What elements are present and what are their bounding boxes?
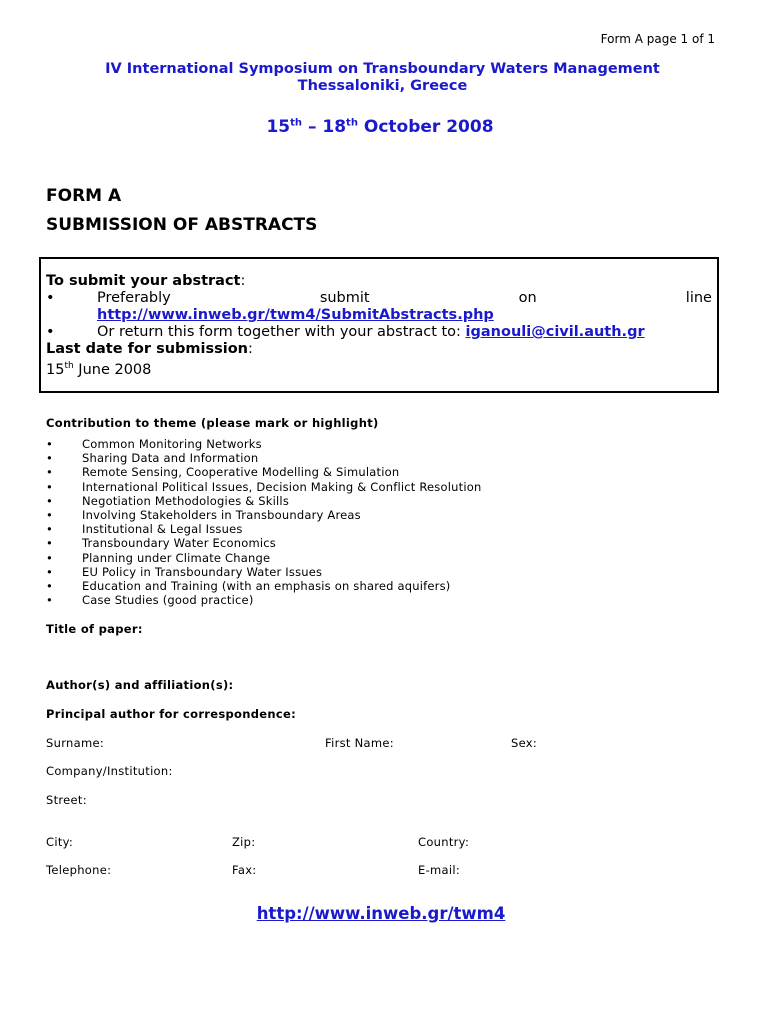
fax-label: Fax: <box>232 863 257 877</box>
zip-label: Zip: <box>232 835 256 849</box>
theme-item[interactable]: • Negotiation Methodologies & Skills <box>46 494 481 508</box>
bullet-online-text <box>97 290 712 307</box>
sex-label: Sex: <box>511 736 538 750</box>
submit-heading: To submit your abstract <box>46 273 241 289</box>
conference-dates <box>0 117 760 137</box>
theme-label: Contribution to theme (please mark or highlight) <box>46 416 379 430</box>
submission-instructions-box <box>39 257 719 393</box>
deadline-rest: June 2008 <box>73 361 152 378</box>
theme-item[interactable]: • Planning under Climate Change <box>46 551 481 565</box>
company-label: Company/Institution: <box>46 764 173 778</box>
date-start: 15 <box>266 117 291 137</box>
footer-link-row <box>0 904 762 923</box>
surname-label: Surname: <box>46 736 105 750</box>
return-form-text: Or return this form together with your abstract to: <box>97 324 466 340</box>
authors-label: Author(s) and affiliation(s): <box>46 678 234 692</box>
form-title: FORM A <box>46 186 122 206</box>
submit-abstracts-link[interactable]: http://www.inweb.gr/twm4/SubmitAbstracts.php <box>97 307 494 323</box>
form-heading <box>46 182 317 240</box>
bullet-email <box>46 324 712 341</box>
theme-item[interactable]: • Remote Sensing, Cooperative Modelling & Simulation <box>46 465 481 479</box>
word-on: on <box>518 290 537 306</box>
deadline-day-sup: th <box>64 361 74 371</box>
bullet-icon: • <box>46 324 55 340</box>
theme-item[interactable]: • Sharing Data and Information <box>46 451 481 465</box>
deadline-date <box>46 358 712 379</box>
submit-heading-row <box>46 273 712 290</box>
submit-heading-colon: : <box>240 273 246 289</box>
country-label: Country: <box>418 835 470 849</box>
conference-title-line1: IV International Symposium on Transboundary Waters Management <box>105 61 660 77</box>
word-submit: submit <box>319 290 370 306</box>
word-preferably: Preferably <box>97 290 171 306</box>
bullet-online <box>46 290 712 324</box>
theme-item[interactable]: • Institutional & Legal Issues <box>46 522 481 536</box>
form-subtitle: SUBMISSION OF ABSTRACTS <box>46 215 318 235</box>
email-label: E-mail: <box>418 863 461 877</box>
bullet-icon: • <box>46 290 55 306</box>
date-start-sup: th <box>290 117 303 129</box>
conference-title-line2: Thessaloniki, Greece <box>297 78 468 94</box>
street-label: Street: <box>46 793 87 807</box>
deadline-day: 15 <box>46 361 65 378</box>
theme-item[interactable]: • Transboundary Water Economics <box>46 536 481 550</box>
deadline-label: Last date for submission <box>46 341 249 357</box>
telephone-label: Telephone: <box>46 863 112 877</box>
date-separator: – <box>302 117 323 137</box>
theme-item[interactable]: • Involving Stakeholders in Transboundary Areas <box>46 508 481 522</box>
principal-author-label: Principal author for correspondence: <box>46 707 296 721</box>
conference-title <box>0 61 765 95</box>
date-rest: October 2008 <box>357 117 494 137</box>
date-end: 18 <box>322 117 347 137</box>
date-end-sup: th <box>346 117 358 129</box>
deadline-label-row <box>46 341 712 358</box>
contact-email-link[interactable]: iganouli@civil.auth.gr <box>465 324 645 340</box>
theme-item[interactable]: • International Political Issues, Decision Making & Conflict Resolution <box>46 480 481 494</box>
city-label: City: <box>46 835 74 849</box>
theme-item[interactable]: • Case Studies (good practice) <box>46 593 481 607</box>
theme-item[interactable]: • Common Monitoring Networks <box>46 437 481 451</box>
deadline-colon: : <box>248 341 253 357</box>
symposium-website-link[interactable]: http://www.inweb.gr/twm4 <box>256 904 506 923</box>
word-line: line <box>685 290 712 306</box>
page-note: Form A page 1 of 1 <box>600 32 715 46</box>
title-of-paper-label: Title of paper: <box>46 622 143 636</box>
theme-item[interactable]: • EU Policy in Transboundary Water Issues <box>46 565 481 579</box>
theme-list <box>46 437 481 607</box>
first-name-label: First Name: <box>325 736 394 750</box>
theme-item[interactable]: • Education and Training (with an emphasis on shared aquifers) <box>46 579 481 593</box>
